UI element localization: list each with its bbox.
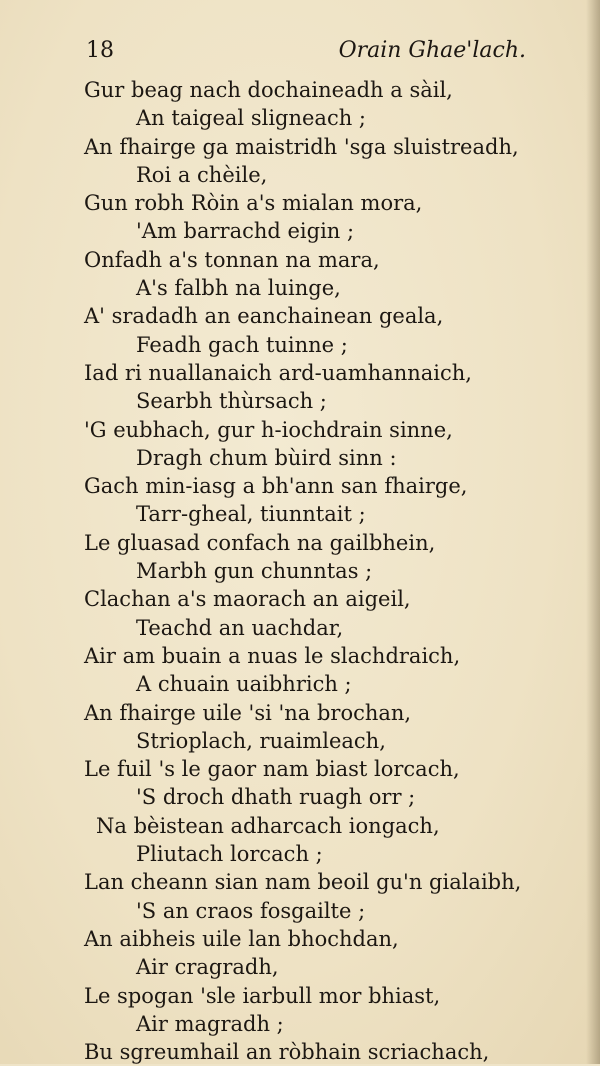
poem-line: Gur beag nach dochaineadh a sàil, [84,78,453,102]
poem-line: Le spogan 'sle iarbull mor bhiast, [84,983,441,1008]
page-number: 18 [86,38,114,63]
poem-line: 'S droch dhath ruagh orr ; [136,785,416,810]
poem-line: An aibheis uile lan bhochdan, [84,926,399,951]
poem-line: Na bèistean adharcach iongach, [96,813,440,838]
page-gutter-shadow [586,0,600,1064]
poem-line: 'Am barrachd eigin ; [136,219,355,244]
poem-line: A chuain uaibhrich ; [136,672,352,697]
poem-line: Air magradh ; [136,1011,284,1036]
poem-line: Searbh thùrsach ; [136,389,327,414]
poem-line: Marbh gun chunntas ; [136,559,373,584]
poem-line: An fhairge ga maistridh 'sga sluistreadh, [84,134,519,159]
poem-line: Iad ri nuallanaich ard-uamhannaich, [84,360,472,385]
poem-line: Gach min-iasg a bh'ann san fhairge, [84,474,468,499]
poem-line: Tarr-gheal, tiunntait ; [136,502,366,527]
poem-line: Gun robh Ròin a's mialan mora, [84,191,423,216]
poem-line: Bu sgreumhail an ròbhain scriachach, [84,1040,490,1065]
poem-line: Lan cheann sian nam beoil gu'n gialaibh, [84,870,522,895]
poem-line: 'G eubhach, gur h-iochdrain sinne, [84,417,453,442]
poem-line: Air am buain a nuas le slachdraich, [84,643,461,668]
poem-line: Air cragradh, [136,955,279,980]
poem-body [84,76,554,1066]
poem-line: Le fuil 's le gaor nam biast lorcach, [84,757,460,782]
running-title: Orain Ghae'lach. [338,38,526,63]
poem-line: Onfadh a's tonnan na mara, [84,247,380,272]
poem-line: An fhairge uile 'si 'na brochan, [84,700,412,725]
page-header [86,38,526,70]
poem-line: Roi a chèile, [136,162,268,187]
poem-line: Clachan a's maorach an aigeil, [84,587,411,612]
poem-line: An taigeal sligneach ; [136,106,366,131]
poem-line: A' sradadh an eanchainean geala, [84,304,444,329]
poem-line: A's falbh na luinge, [136,276,341,301]
poem-line: 'S an craos fosgailte ; [136,898,366,923]
poem-line: Teachd an uachdar, [136,615,344,640]
poem-line: Feadh gach tuinne ; [136,332,348,357]
poem-line: Pliutach lorcach ; [136,842,323,867]
poem-line: Dragh chum bùird sinn : [136,445,397,470]
poem-line: Strioplach, ruaimleach, [136,728,386,753]
poem-line: Le gluasad confach na gailbhein, [84,530,436,555]
